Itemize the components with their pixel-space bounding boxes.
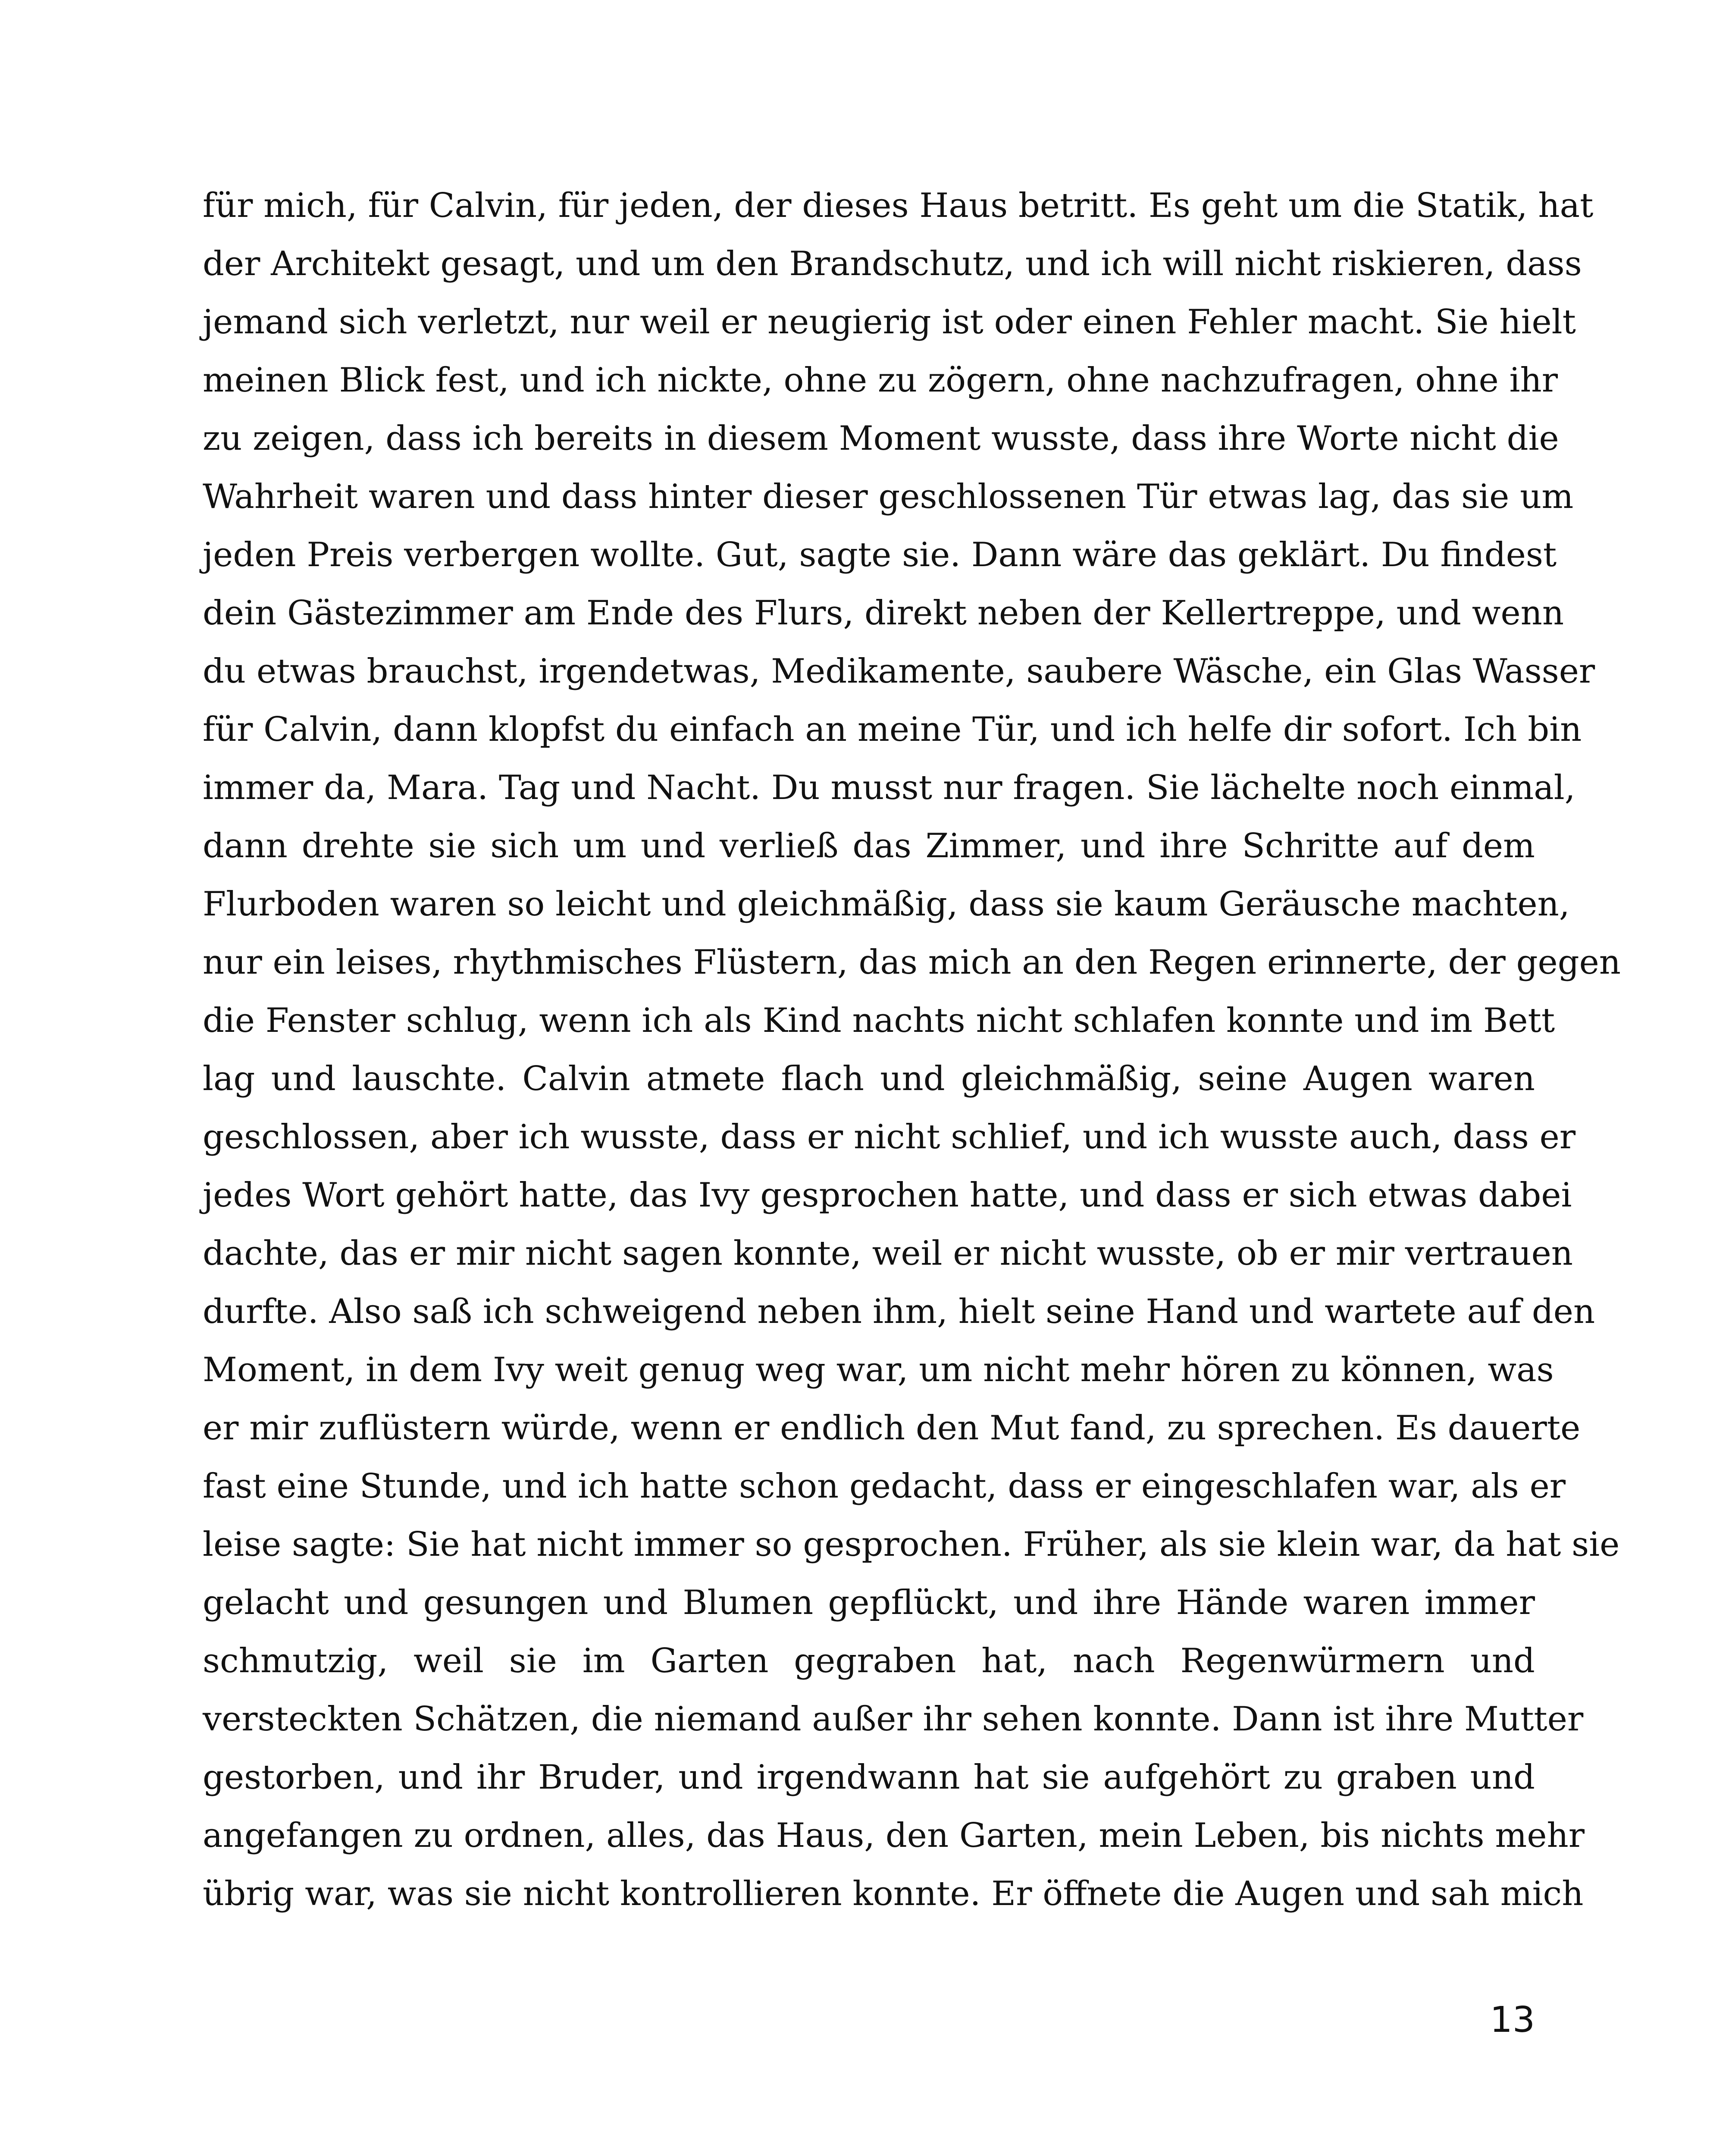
text-line-12: dann drehte sie sich um und verließ das Zimmer, und ihre Schritte auf dem [203, 827, 1535, 865]
text-line-10: für Calvin, dann klopfst du einfach an meine Tür, und ich helfe dir sofort. Ich bin [203, 710, 1582, 749]
body-text [203, 177, 1621, 1923]
text-line-18: jedes Wort gehört hatte, das Ivy gesprochen hatte, und dass er sich etwas dabei [203, 1176, 1572, 1215]
text-line-3: jemand sich verletzt, nur weil er neugierig ist oder einen Fehler macht. Sie hielt [203, 303, 1576, 342]
text-line-1: für mich, für Calvin, für jeden, der dieses Haus betritt. Es geht um die Statik, hat [203, 186, 1594, 225]
text-line-7: jeden Preis verbergen wollte. Gut, sagte sie. Dann wäre das geklärt. Du findest [203, 536, 1557, 574]
text-line-19: dachte, das er mir nicht sagen konnte, weil er nicht wusste, ob er mir vertrauen [203, 1234, 1573, 1273]
text-line-21: Moment, in dem Ivy weit genug weg war, um nicht mehr hören zu können, was [203, 1351, 1554, 1389]
text-line-17: geschlossen, aber ich wusste, dass er nicht schlief, und ich wusste auch, dass er [203, 1118, 1576, 1156]
text-line-4: meinen Blick fest, und ich nickte, ohne zu zögern, ohne nachzufragen, ohne ihr [203, 361, 1558, 400]
text-line-2: der Architekt gesagt, und um den Brandschutz, und ich will nicht riskieren, dass [203, 244, 1582, 283]
text-line-8: dein Gästezimmer am Ende des Flurs, direkt neben der Kellertreppe, und wenn [203, 594, 1564, 633]
text-line-30: übrig war, was sie nicht kontrollieren konnte. Er öffnete die Augen und sah mich [203, 1874, 1584, 1913]
text-line-22: er mir zuflüstern würde, wenn er endlich den Mut fand, zu sprechen. Es dauerte [203, 1409, 1581, 1448]
text-line-26: schmutzig, weil sie im Garten gegraben hat, nach Regenwürmern und [203, 1642, 1535, 1680]
text-line-24: leise sagte: Sie hat nicht immer so gesprochen. Früher, als sie klein war, da hat sie [203, 1525, 1620, 1564]
text-line-9: du etwas brauchst, irgendetwas, Medikamente, saubere Wäsche, ein Glas Wasser [203, 652, 1595, 691]
text-line-16: lag und lauschte. Calvin atmete flach und gleichmäßig, seine Augen waren [203, 1059, 1535, 1098]
page-number: 13 [1490, 1999, 1535, 2040]
text-line-15: die Fenster schlug, wenn ich als Kind nachts nicht schlafen konnte und im Bett [203, 1001, 1555, 1040]
text-line-27: versteckten Schätzen, die niemand außer ihr sehen konnte. Dann ist ihre Mutter [203, 1700, 1584, 1739]
text-line-28: gestorben, und ihr Bruder, und irgendwann hat sie aufgehört zu graben und [203, 1758, 1535, 1797]
text-line-13: Flurboden waren so leicht und gleichmäßig, dass sie kaum Geräusche machten, [203, 885, 1570, 924]
text-line-11: immer da, Mara. Tag und Nacht. Du musst nur fragen. Sie lächelte noch einmal, [203, 768, 1575, 807]
text-line-25: gelacht und gesungen und Blumen gepflückt, und ihre Hände waren immer [203, 1583, 1535, 1622]
text-line-6: Wahrheit waren und dass hinter dieser geschlossenen Tür etwas lag, das sie um [203, 477, 1574, 516]
text-line-5: zu zeigen, dass ich bereits in diesem Moment wusste, dass ihre Worte nicht die [203, 419, 1559, 458]
text-line-14: nur ein leises, rhythmisches Flüstern, das mich an den Regen erinnerte, der gegen [203, 943, 1621, 982]
text-line-20: durfte. Also saß ich schweigend neben ihm, hielt seine Hand und wartete auf den [203, 1292, 1595, 1331]
text-line-23: fast eine Stunde, und ich hatte schon gedacht, dass er eingeschlafen war, als er [203, 1467, 1566, 1506]
text-line-29: angefangen zu ordnen, alles, das Haus, den Garten, mein Leben, bis nichts mehr [203, 1816, 1585, 1855]
